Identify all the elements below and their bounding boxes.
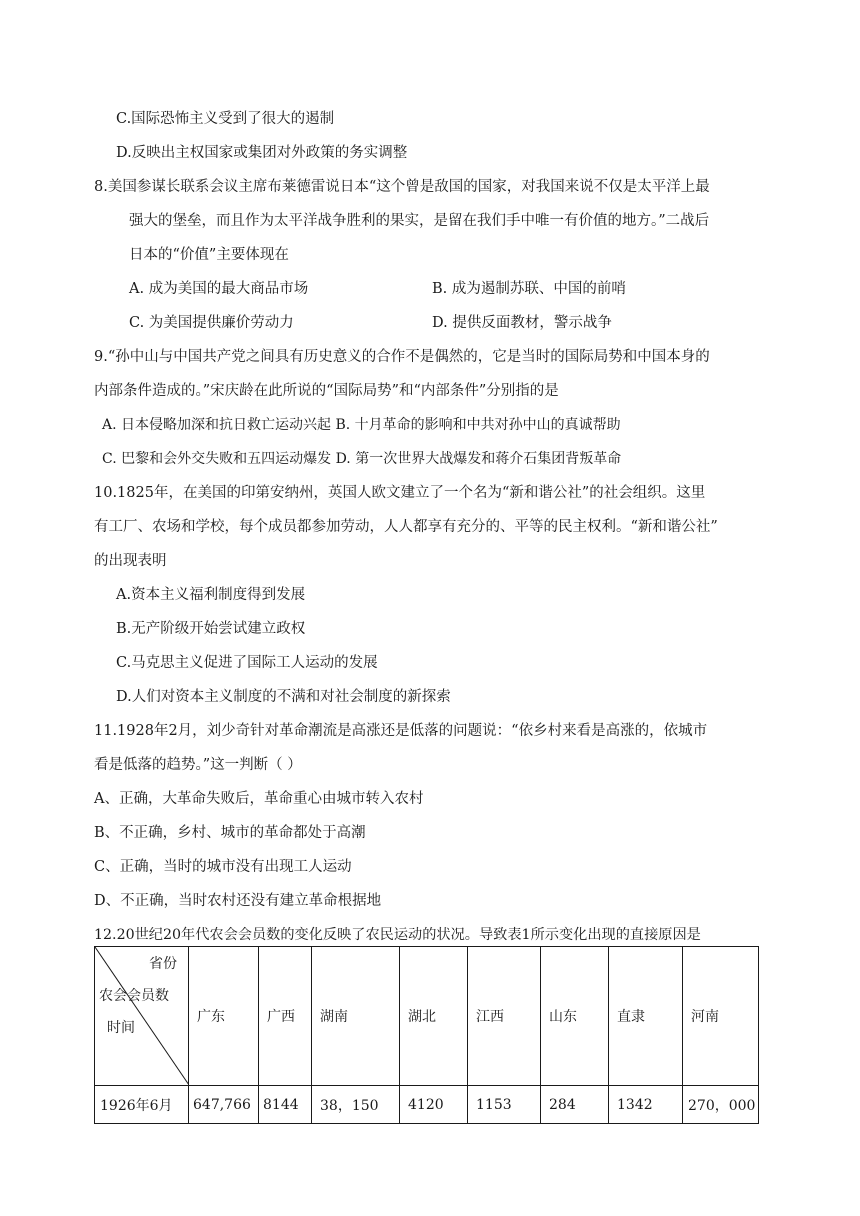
q10-stem-line-1: 10.1825年，在美国的印第安纳州，英国人欧文建立了一个名为“新和谐公社”的社会组织。这里 — [94, 485, 706, 501]
table-header-cell: 广东 — [189, 947, 259, 1086]
q11-option-d: D、不正确，当时农村还没有建立革命根据地 — [94, 893, 382, 909]
table-header-cell: 江西 — [468, 947, 541, 1086]
table-cell: 4120 — [400, 1086, 468, 1124]
q9-options-cd: C. 巴黎和会外交失败和五四运动爆发 D. 第一次世界大战爆发和蒋介石集团背叛革命 — [102, 451, 622, 467]
q10-stem-line-2: 有工厂、农场和学校，每个成员都参加劳动，人人都享有充分的、平等的民主权利。“新和谐公社” — [94, 519, 718, 535]
q9-stem-line-2: 内部条件造成的。”宋庆龄在此所说的“国际局势”和“内部条件”分别指的是 — [94, 383, 559, 399]
table-row — [95, 1086, 759, 1124]
table-header-cell: 湖南 — [312, 947, 400, 1086]
q8-stem-line-2: 强大的堡垒，而且作为太平洋战争胜利的果实，是留在我们手中唯一有价值的地方。”二战后 — [129, 213, 710, 229]
q10-option-d: D.人们对资本主义制度的不满和对社会制度的新探索 — [116, 689, 451, 705]
corner-label-province: 省份 — [149, 956, 177, 972]
table-header-cell: 湖北 — [400, 947, 468, 1086]
q10-option-a: A.资本主义福利制度得到发展 — [116, 587, 306, 603]
q11-stem-line-2: 看是低落的趋势。”这一判断（ ） — [94, 757, 302, 773]
corner-label-members: 农会会员数 — [99, 988, 169, 1004]
corner-label-time: 时间 — [107, 1020, 135, 1036]
q12-stem: 12.20世纪20年代农会会员数的变化反映了农民运动的状况。导致表1所示变化出现的直接原因是 — [94, 927, 701, 943]
peasant-association-table — [94, 946, 759, 1124]
q11-option-a: A、正确，大革命失败后，革命重心由城市转入农村 — [94, 791, 424, 807]
table-cell: 284 — [541, 1086, 609, 1124]
q8-option-b: B. 成为遏制苏联、中国的前哨 — [432, 281, 626, 297]
q10-stem-line-3: 的出现表明 — [94, 553, 167, 569]
table-corner-cell — [95, 947, 189, 1086]
table-row-time: 1926年6月 — [95, 1086, 189, 1124]
table-cell: 1153 — [468, 1086, 541, 1124]
table-cell: 647,766 — [189, 1086, 259, 1124]
table-cell: 1342 — [609, 1086, 683, 1124]
q10-option-b: B.无产阶级开始尝试建立政权 — [116, 621, 306, 637]
table-header-cell: 广西 — [259, 947, 312, 1086]
table-header-cell: 河南 — [683, 947, 759, 1086]
table-header-cell: 直隶 — [609, 947, 683, 1086]
q8-stem-line-3: 日本的“价值”主要体现在 — [129, 247, 289, 263]
q8-stem-line-1: 8.美国参谋长联系会议主席布莱德雷说日本“这个曾是敌国的国家，对我国来说不仅是太平洋上最 — [94, 179, 710, 195]
q11-option-c: C、正确，当时的城市没有出现工人运动 — [94, 859, 352, 875]
q8-option-c: C. 为美国提供廉价劳动力 — [129, 315, 294, 331]
q7-option-d: D.反映出主权国家或集团对外政策的务实调整 — [116, 145, 408, 161]
q8-option-d: D. 提供反面教材，警示战争 — [432, 315, 612, 331]
table-cell: 270，000 — [683, 1086, 759, 1124]
table-header-row — [95, 947, 759, 1086]
q8-option-a: A. 成为美国的最大商品市场 — [129, 281, 309, 297]
q9-options-ab: A. 日本侵略加深和抗日救亡运动兴起 B. 十月革命的影响和中共对孙中山的真诚帮助 — [102, 417, 621, 433]
q10-option-c: C.马克思主义促进了国际工人运动的发展 — [116, 655, 378, 671]
q7-option-c: C.国际恐怖主义受到了很大的遏制 — [116, 111, 335, 127]
q9-stem-line-1: 9.“孙中山与中国共产党之间具有历史意义的合作不是偶然的，它是当时的国际局势和中国本身的 — [94, 349, 710, 365]
table-cell: 38，150 — [312, 1086, 400, 1124]
table-cell: 8144 — [259, 1086, 312, 1124]
q11-stem-line-1: 11.1928年2月，刘少奇针对革命潮流是高涨还是低落的问题说：“依乡村来看是高涨的，依城市 — [94, 723, 708, 739]
table-header-cell: 山东 — [541, 947, 609, 1086]
q11-option-b: B、不正确，乡村、城市的革命都处于高潮 — [94, 825, 366, 841]
